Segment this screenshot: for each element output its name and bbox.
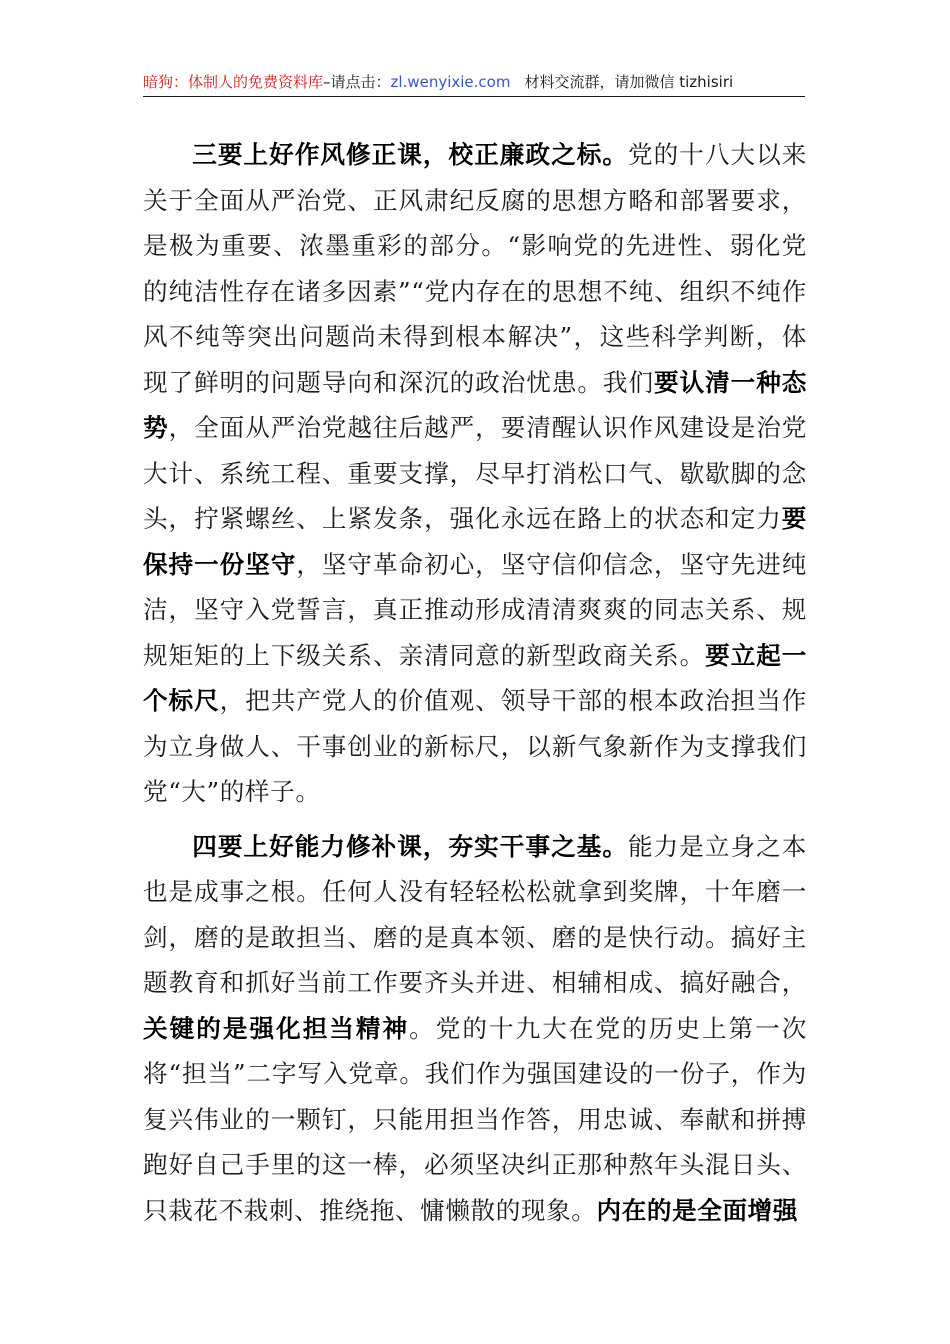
emphasis-text: 关键的是强化担当精神 — [143, 1013, 410, 1043]
paragraph — [143, 132, 807, 815]
paragraph-text: ，把共产党人的价值观、领导干部的根本政治担当作为立身做人、干事创业的新标尺，以新气象新作为支撑我们党“大”的样子。 — [143, 686, 807, 806]
header-brand: 暗狗：体制人的免费资料库 — [143, 73, 324, 91]
emphasis-text: 要保持一份坚守 — [143, 504, 807, 579]
header-divider — [143, 96, 805, 97]
paragraph-text: ，全面从严治党越往后越严，要清醒认识作风建设是治党大计、系统工程、重要支撑，尽早打消松口气、歇歇脚的念头，拧紧螺丝、上紧发条，强化永远在路上的状态和定力 — [143, 413, 807, 533]
paragraph-text: 党的十八大以来关于全面从严治党、正风肃纪反腐的思想方略和部署要求，是极为重要、浓墨重彩的部分。“影响党的先进性、弱化党的纯洁性存在诸多因素”“党内存在的思想不纯、组织不纯作风不纯等突出问题尚未得到根本解决”，这些科学判断，体现了鲜明的问题导向和深沉的政治忧患。我们 — [143, 140, 808, 397]
emphasis-text: 要立起一个标尺 — [143, 640, 808, 715]
paragraph — [143, 824, 807, 1234]
page-header — [143, 70, 805, 94]
header-url-link[interactable]: zl.wenyixie.com — [390, 73, 511, 91]
paragraph-text: ，坚守革命初心，坚守信仰信念，坚守先进纯洁，坚守入党誓言，真正推动形成清清爽爽的同志关系、规规矩矩的上下级关系、亲清同意的新型政商关系。 — [143, 549, 807, 670]
emphasis-text: 内在的是全面增强 — [596, 1195, 799, 1225]
header-click-prefix: –请点击： — [323, 73, 391, 91]
paragraph-text: 。党的十九大在党的历史上第一次将“担当”二字写入党章。我们作为强国建设的一份子，作为复兴伟业的一颗钉，只能用担当作答，用忠诚、奉献和拼搏跑好自己手里的这一棒，必须坚决纠正那种熬年头混日头、只栽花不栽刺、推绕拖、慵懒散的现象。 — [143, 1013, 807, 1225]
document-body — [143, 132, 807, 1242]
paragraph-heading: 三要上好作风修正课，校正廉政之标。 — [192, 140, 628, 169]
emphasis-text: 要认清一种态势 — [143, 367, 807, 442]
paragraph-heading: 四要上好能力修补课，夯实干事之基。 — [192, 831, 628, 861]
paragraph-text: 能力是立身之本也是成事之根。任何人没有轻轻松松就拿到奖牌，十年磨一剑，磨的是敢担当、磨的是真本领、磨的是快行动。搞好主题教育和抓好当前工作要齐头并进、相辅相成、搞好融合， — [143, 831, 808, 997]
header-group-text: 材料交流群，请加微信 tizhisiri — [524, 73, 734, 91]
